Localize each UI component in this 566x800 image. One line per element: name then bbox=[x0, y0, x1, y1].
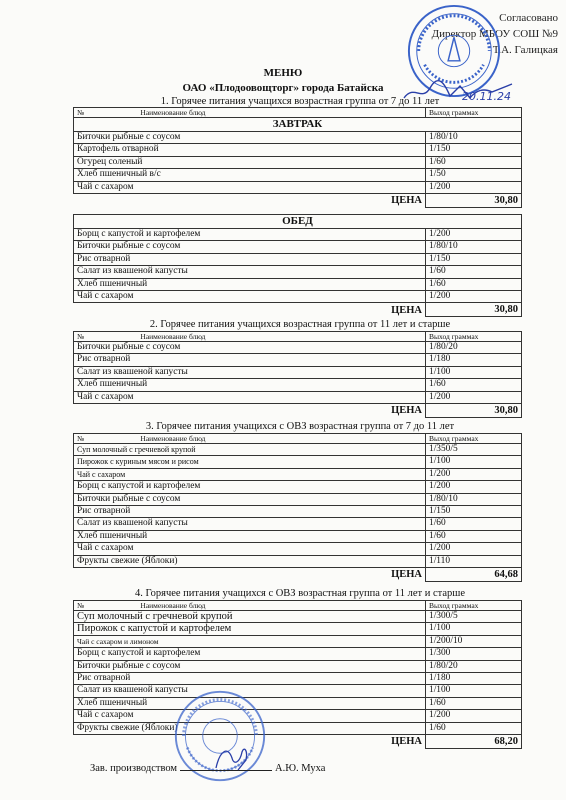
table-row bbox=[74, 241, 522, 253]
table-row bbox=[74, 481, 522, 493]
dish-name: Фрукты свежие (Яблоки) bbox=[74, 722, 426, 734]
lunch-table bbox=[73, 214, 522, 317]
price-row bbox=[74, 194, 522, 208]
dish-name: Чай с сахаром bbox=[74, 468, 426, 480]
price-value: 30,80 bbox=[425, 303, 521, 317]
group3-table bbox=[73, 433, 522, 582]
table-row bbox=[74, 181, 522, 193]
table-row bbox=[74, 530, 522, 542]
header-weight: Выход граммах bbox=[426, 434, 522, 444]
dish-weight: 1/180 bbox=[426, 354, 522, 366]
dish-name: Хлеб пшеничный bbox=[74, 379, 426, 391]
dish-name: Борщ с капустой и картофелем bbox=[74, 648, 426, 660]
dish-weight: 1/100 bbox=[426, 456, 522, 468]
price-label: ЦЕНА bbox=[74, 568, 426, 582]
dish-weight: 1/100 bbox=[426, 366, 522, 378]
dish-name: Салат из квашеной капусты bbox=[74, 266, 426, 278]
table-row bbox=[74, 342, 522, 354]
table-header-row bbox=[74, 434, 522, 444]
table-row bbox=[74, 156, 522, 168]
price-label: ЦЕНА bbox=[74, 194, 426, 208]
header-num: № bbox=[77, 601, 85, 610]
table-header-row bbox=[74, 108, 522, 118]
table-row bbox=[74, 132, 522, 144]
dish-name: Салат из квашеной капусты bbox=[74, 685, 426, 697]
dish-weight: 1/200/10 bbox=[426, 635, 522, 647]
dish-weight: 1/300/5 bbox=[426, 611, 522, 623]
dish-weight: 1/80/10 bbox=[426, 493, 522, 505]
header-name: Наименование блюд bbox=[140, 601, 206, 610]
document-subtitle: ОАО «Плодоовощторг» города Батайска bbox=[182, 82, 384, 94]
price-row bbox=[74, 735, 522, 749]
dish-name: Хлеб пшеничный в/с bbox=[74, 169, 426, 181]
dish-weight: 1/60 bbox=[426, 722, 522, 734]
dish-weight: 1/80/20 bbox=[426, 660, 522, 672]
dish-name: Борщ с капустой и картофелем bbox=[74, 229, 426, 241]
price-label: ЦЕНА bbox=[74, 303, 426, 317]
dish-weight: 1/80/10 bbox=[425, 241, 521, 253]
header-name: Наименование блюд bbox=[140, 108, 206, 117]
table-row bbox=[74, 229, 522, 241]
dish-name: Чай с сахаром и лимоном bbox=[74, 635, 426, 647]
breakfast-title: ЗАВТРАК bbox=[74, 118, 522, 132]
table-row bbox=[74, 366, 522, 378]
dish-name: Суп молочный с гречневой крупой bbox=[74, 611, 426, 623]
dish-weight: 1/60 bbox=[426, 518, 522, 530]
dish-name: Рис отварной bbox=[74, 506, 426, 518]
dish-weight: 1/60 bbox=[426, 156, 522, 168]
group4-table bbox=[73, 600, 522, 749]
dish-weight: 1/80/20 bbox=[426, 342, 522, 354]
table-row bbox=[74, 660, 522, 672]
production-manager-signature bbox=[210, 740, 254, 774]
dish-name: Чай с сахаром bbox=[74, 291, 426, 303]
dish-name: Хлеб пшеничный bbox=[74, 697, 426, 709]
dish-name: Чай с сахаром bbox=[74, 181, 426, 193]
footer-name: А.Ю. Муха bbox=[275, 763, 326, 774]
dish-weight: 1/60 bbox=[426, 379, 522, 391]
price-row bbox=[74, 303, 522, 317]
dish-name: Чай с сахаром bbox=[74, 391, 426, 403]
document-title: МЕНЮ bbox=[263, 67, 303, 79]
price-row bbox=[74, 404, 522, 418]
table-row bbox=[74, 169, 522, 181]
dish-name: Биточки рыбные с соусом bbox=[74, 241, 426, 253]
dish-name: Пирожок с куриным мясом и рисом bbox=[74, 456, 426, 468]
price-value: 30,80 bbox=[426, 404, 522, 418]
table-row bbox=[74, 648, 522, 660]
table-row bbox=[74, 722, 522, 734]
dish-weight: 1/110 bbox=[426, 555, 522, 567]
dish-name: Огурец соленый bbox=[74, 156, 426, 168]
table-row bbox=[74, 493, 522, 505]
dish-weight: 1/180 bbox=[426, 673, 522, 685]
dish-name: Салат из квашеной капусты bbox=[74, 366, 426, 378]
section-title-2: 2. Горячее питания учащихся возрастная группа от 11 лет и старше bbox=[149, 319, 451, 330]
table-row bbox=[74, 710, 522, 722]
price-label: ЦЕНА bbox=[74, 735, 426, 749]
table-row bbox=[74, 456, 522, 468]
header-name: Наименование блюд bbox=[140, 434, 206, 443]
dish-name: Хлеб пшеничный bbox=[74, 530, 426, 542]
lunch-title: ОБЕД bbox=[74, 215, 522, 229]
header-weight: Выход граммах bbox=[426, 108, 522, 118]
group2-table bbox=[73, 331, 522, 418]
price-value: 30,80 bbox=[426, 194, 522, 208]
dish-name: Рис отварной bbox=[74, 354, 426, 366]
dish-weight: 1/350/5 bbox=[426, 444, 522, 456]
dish-name: Рис отварной bbox=[74, 253, 426, 265]
approval-line-name: Т.А. Галицкая bbox=[492, 44, 558, 56]
price-label: ЦЕНА bbox=[74, 404, 426, 418]
dish-weight: 1/300 bbox=[426, 648, 522, 660]
section-title-4: 4. Горячее питания учащихся с ОВЗ возрастная группа от 11 лет и старше bbox=[134, 588, 466, 599]
price-row bbox=[74, 568, 522, 582]
dish-weight: 1/60 bbox=[426, 530, 522, 542]
table-row bbox=[74, 391, 522, 403]
table-row bbox=[74, 266, 522, 278]
table-row bbox=[74, 444, 522, 456]
table-header-row bbox=[74, 601, 522, 611]
dish-weight: 1/100 bbox=[426, 623, 522, 635]
header-num: № bbox=[77, 108, 85, 117]
table-row bbox=[74, 685, 522, 697]
table-row bbox=[74, 253, 522, 265]
table-row bbox=[74, 291, 522, 303]
table-row bbox=[74, 278, 522, 290]
dish-weight: 1/200 bbox=[426, 710, 522, 722]
meal-title-row bbox=[74, 215, 522, 229]
section-title-3: 3. Горячее питания учащихся с ОВЗ возрастная группа от 7 до 11 лет bbox=[145, 421, 455, 432]
dish-weight: 1/50 bbox=[426, 169, 522, 181]
table-row bbox=[74, 555, 522, 567]
dish-name: Пирожок с капустой и картофелем bbox=[74, 623, 426, 635]
dish-weight: 1/60 bbox=[425, 266, 521, 278]
dish-name: Фрукты свежие (Яблоки) bbox=[74, 555, 426, 567]
dish-weight: 1/200 bbox=[426, 481, 522, 493]
table-row bbox=[74, 506, 522, 518]
dish-name: Биточки рыбные с соусом bbox=[74, 493, 426, 505]
section-title-1: 1. Горячее питания учащихся возрастная группа от 7 до 11 лет bbox=[160, 96, 440, 107]
table-row bbox=[74, 697, 522, 709]
footer-position: Зав. производством bbox=[90, 763, 178, 774]
table-header-row bbox=[74, 332, 522, 342]
approval-line-agreed: Согласовано bbox=[499, 12, 558, 24]
dish-weight: 1/200 bbox=[425, 291, 521, 303]
table-row bbox=[74, 623, 522, 635]
table-row bbox=[74, 379, 522, 391]
dish-weight: 1/200 bbox=[425, 229, 521, 241]
header-num: № bbox=[77, 434, 85, 443]
dish-name: Хлеб пшеничный bbox=[74, 278, 426, 290]
dish-name: Биточки рыбные с соусом bbox=[74, 342, 426, 354]
signature-date: 20.11.24 bbox=[462, 90, 511, 103]
dish-name: Рис отварной bbox=[74, 673, 426, 685]
dish-name: Салат из квашеной капусты bbox=[74, 518, 426, 530]
dish-weight: 1/150 bbox=[426, 144, 522, 156]
header-name: Наименование блюд bbox=[140, 332, 206, 341]
meal-title-row bbox=[74, 118, 522, 132]
price-value: 68,20 bbox=[426, 735, 522, 749]
dish-weight: 1/60 bbox=[426, 697, 522, 709]
dish-weight: 1/200 bbox=[426, 468, 522, 480]
dish-weight: 1/200 bbox=[426, 181, 522, 193]
dish-weight: 1/200 bbox=[426, 391, 522, 403]
dish-name: Картофель отварной bbox=[74, 144, 426, 156]
header-weight: Выход граммах bbox=[426, 601, 522, 611]
dish-name: Чай с сахаром bbox=[74, 710, 426, 722]
price-value: 64,68 bbox=[426, 568, 522, 582]
table-row bbox=[74, 518, 522, 530]
table-row bbox=[74, 673, 522, 685]
header-weight: Выход граммах bbox=[426, 332, 522, 342]
table-row bbox=[74, 543, 522, 555]
dish-name: Чай с сахаром bbox=[74, 543, 426, 555]
table-row bbox=[74, 354, 522, 366]
dish-name: Борщ с капустой и картофелем bbox=[74, 481, 426, 493]
dish-weight: 1/200 bbox=[426, 543, 522, 555]
table-row bbox=[74, 611, 522, 623]
breakfast-table bbox=[73, 107, 522, 208]
dish-weight: 1/80/10 bbox=[426, 132, 522, 144]
dish-weight: 1/100 bbox=[426, 685, 522, 697]
table-row bbox=[74, 144, 522, 156]
footer-signature-line bbox=[90, 763, 325, 774]
dish-name: Биточки рыбные с соусом bbox=[74, 132, 426, 144]
header-num: № bbox=[77, 332, 85, 341]
approval-line-director: Директор МБОУ СОШ №9 bbox=[431, 28, 558, 40]
table-row bbox=[74, 468, 522, 480]
dish-weight: 1/150 bbox=[425, 253, 521, 265]
dish-name: Суп молочный с гречневой крупой bbox=[74, 444, 426, 456]
dish-weight: 1/150 bbox=[426, 506, 522, 518]
dish-name: Биточки рыбные с соусом bbox=[74, 660, 426, 672]
dish-weight: 1/60 bbox=[425, 278, 521, 290]
table-row bbox=[74, 635, 522, 647]
